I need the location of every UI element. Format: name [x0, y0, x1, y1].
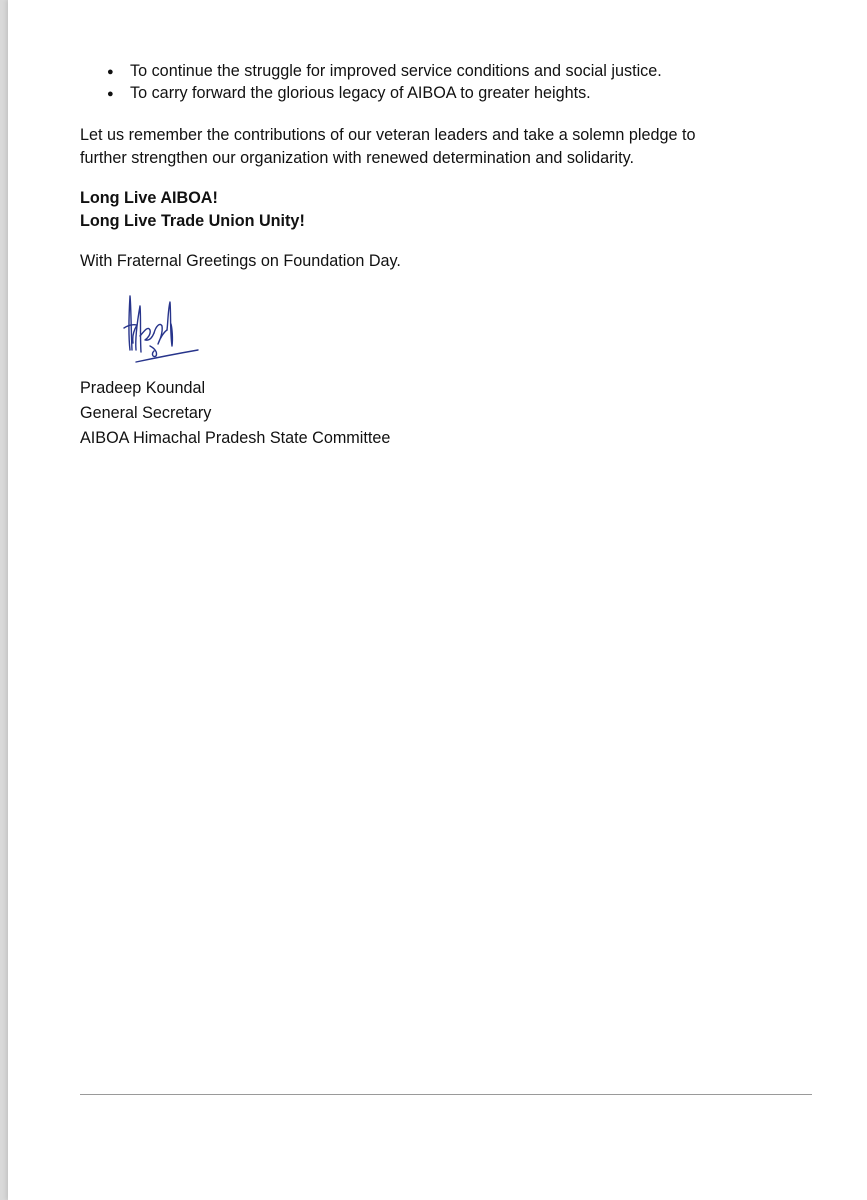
- pledge-paragraph: [80, 124, 820, 170]
- bullet-icon: ●: [107, 66, 114, 78]
- footer-divider: [80, 1094, 812, 1095]
- slogans: [80, 187, 820, 233]
- slogan: Long Live AIBOA!: [80, 189, 218, 207]
- bullet-item: [80, 60, 820, 82]
- bullet-text: To continue the struggle for improved service conditions and social justice.: [130, 62, 662, 80]
- paragraph-line: Let us remember the contributions of our veteran leaders and take a solemn pledge to: [80, 126, 696, 144]
- greeting-line: With Fraternal Greetings on Foundation Day.: [80, 252, 401, 270]
- bullet-item: [80, 82, 820, 104]
- bullet-text: To carry forward the glorious legacy of AIBOA to greater heights.: [130, 84, 591, 102]
- letter-body: [80, 60, 820, 273]
- handwritten-signature: [110, 288, 210, 378]
- paragraph-line: further strengthen our organization with renewed determination and solidarity.: [80, 149, 634, 167]
- signatory-organization: AIBOA Himachal Pradesh State Committee: [80, 429, 391, 447]
- signatory-name: Pradeep Koundal: [80, 379, 206, 397]
- slogan: Long Live Trade Union Unity!: [80, 212, 305, 230]
- bullet-list: [80, 60, 820, 104]
- signatory-block: [80, 376, 390, 451]
- signatory-designation: General Secretary: [80, 404, 212, 422]
- bullet-icon: ●: [107, 88, 114, 100]
